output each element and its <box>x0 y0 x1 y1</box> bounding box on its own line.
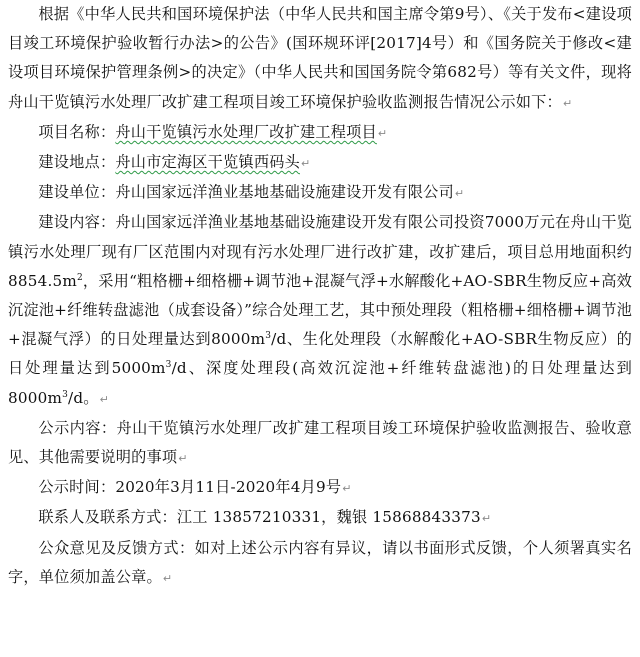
content-label: 建设内容： <box>38 213 116 232</box>
paragraph-mark-icon: ↵ <box>377 126 388 140</box>
project-name-value: 舟山干览镇污水处理厂改扩建工程项目 <box>115 122 377 141</box>
paragraph-mark-icon: ↵ <box>99 392 110 406</box>
period-paragraph <box>8 473 632 503</box>
content-paragraph <box>8 208 632 413</box>
notice-label: 公示内容： <box>38 418 117 437</box>
contact-value: 江工 13857210331，魏银 15868843373 <box>176 508 481 527</box>
content-sup-2: 3 <box>265 331 272 342</box>
paragraph-mark-icon: ↵ <box>178 452 188 466</box>
intro-text: 根据《中华人民共和国环境保护法（中华人民共和国主席令第9号）、《关于发布<建设项目竣工环境保护验收暂行办法>的公告》(国环规环评[2017]4号）和《国务院关于修改<建设项目环境保护管理条例>的决定》（中华人民共和国国务院令第682号）等有关文件，现将舟山干览镇污水处理厂改扩建工程项目竣工环境保护验收监测报告情况公示如下： <box>8 5 632 111</box>
project-name-paragraph <box>8 118 632 148</box>
unit-paragraph <box>8 178 632 208</box>
notice-value: 舟山干览镇污水处理厂改扩建工程项目竣工环境保护验收监测报告、验收意见、其他需要说明的事项 <box>8 418 632 467</box>
intro-paragraph <box>8 0 632 118</box>
paragraph-mark-icon: ↵ <box>454 187 465 201</box>
contact-label: 联系人及联系方式： <box>38 508 177 527</box>
unit-label: 建设单位： <box>38 183 116 202</box>
paragraph-mark-icon: ↵ <box>562 96 573 110</box>
unit-value: 舟山国家远洋渔业基地基础设施建设开发有限公司 <box>115 183 454 202</box>
content-text-1: 舟山国家远洋渔业基地基础设施建设开发有限公司投资7000万元在舟山干览镇污水处理厂现有厂区范围内对现有污水处理厂进行改扩建，改扩建后，项目总用地面积约8854.5m <box>8 213 632 290</box>
location-value: 舟山市定海区干览镇西码头 <box>115 153 300 172</box>
feedback-value: 如对上述公示内容有异议，请以书面形式反馈，个人须署真实名字，单位须加盖公章。 <box>8 538 632 586</box>
location-label: 建设地点： <box>38 153 116 172</box>
paragraph-mark-icon: ↵ <box>342 482 352 496</box>
feedback-label: 公众意见及反馈方式： <box>38 538 195 557</box>
period-value: 2020年3月11日-2020年4月9号 <box>115 478 342 497</box>
paragraph-mark-icon: ↵ <box>481 512 492 526</box>
content-text-4: /d、深度处理段(高效沉淀池+纤维转盘滤池)的日处理量达到8000m <box>8 359 632 407</box>
content-sup-1: 2 <box>76 272 83 283</box>
period-label: 公示时间： <box>38 478 116 497</box>
content-text-3: /d、生化处理段（水解酸化+AO-SBR生物反应）的日处理量达到5000m <box>8 330 632 378</box>
content-sup-4: 3 <box>62 389 68 400</box>
paragraph-mark-icon: ↵ <box>300 157 311 171</box>
paragraph-mark-icon: ↵ <box>162 571 173 585</box>
location-paragraph <box>8 148 632 178</box>
content-sup-3: 3 <box>165 360 172 371</box>
content-text-2: ，采用“粗格栅+细格栅+调节池+混凝气浮+水解酸化+AO-SBR生物反应+高效沉淀池+纤维转盘滤池（成套设备）”综合处理工艺，其中预处理段（粗格栅+细格栅+调节池+混凝气浮）的日处理量达到8000m <box>8 271 632 349</box>
project-name-label: 项目名称： <box>38 122 116 141</box>
feedback-paragraph <box>8 534 632 593</box>
content-text-5: /d。 <box>68 388 99 407</box>
notice-paragraph <box>8 414 632 473</box>
contact-paragraph <box>8 503 632 533</box>
